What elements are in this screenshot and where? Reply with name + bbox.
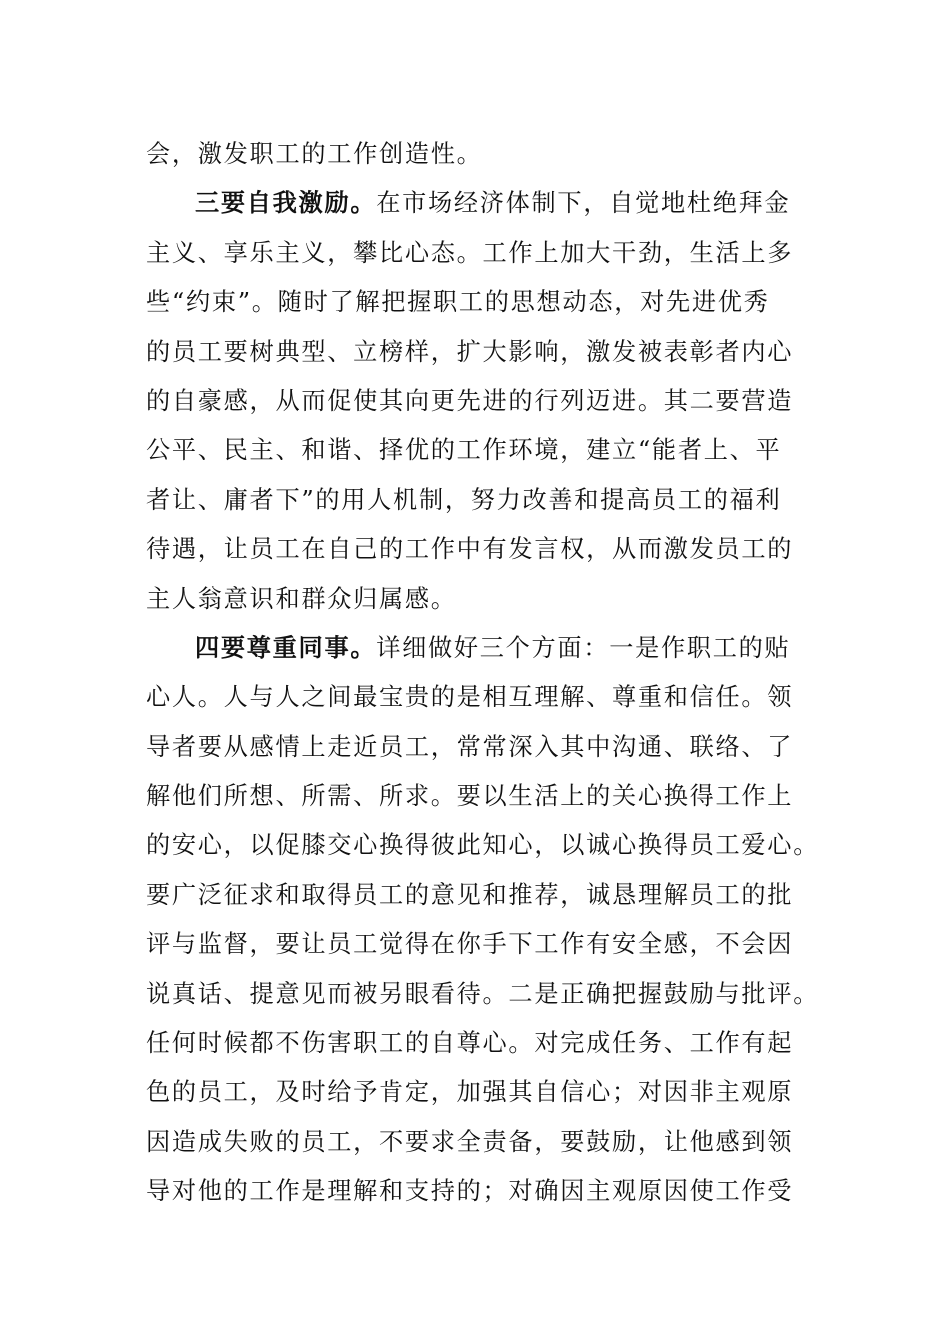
text-line: 要广泛征求和取得员工的意见和推荐，诚恳理解员工的批 (146, 880, 794, 909)
text-line: 者让、庸者下”的用人机制，努力改善和提高员工的福利 (146, 485, 782, 514)
text-line: 的自豪感，从而促使其向更先进的行列迈进。其二要营造 (146, 386, 794, 415)
text-line: 些“约束”。随时了解把握职工的思想动态，对先进优秀 (146, 288, 770, 317)
text-line: 解他们所想、所需、所求。要以生活上的关心换得工作上 (146, 782, 794, 811)
text-line: 导对他的工作是理解和支持的；对确因主观原因使工作受 (146, 1177, 794, 1206)
text-line-content: 在市场经济体制下，自觉地杜绝拜金 (376, 189, 791, 218)
text-line: 任何时候都不伤害职工的自尊心。对完成任务、工作有起 (146, 1029, 794, 1058)
text-line: 导者要从感情上走近员工，常常深入其中沟通、联络、了 (146, 732, 794, 761)
section-heading-3: 三要自我激励。 (195, 189, 377, 218)
text-line: 公平、民主、和谐、择优的工作环境，建立“能者上、平 (146, 436, 782, 465)
text-line: 说真话、提意见而被另眼看待。二是正确把握鼓励与批评。 (146, 979, 820, 1008)
text-line: 评与监督，要让员工觉得在你手下工作有安全感，不会因 (146, 930, 794, 959)
text-line (146, 624, 806, 673)
text-line: 的员工要树典型、立榜样，扩大影响，激发被表彰者内心 (146, 337, 794, 366)
section-heading-4: 四要尊重同事。 (195, 633, 377, 662)
text-line: 的安心，以促膝交心换得彼此知心，以诚心换得员工爱心。 (146, 831, 820, 860)
text-line (146, 179, 806, 228)
text-line: 色的员工，及时给予肯定，加强其自信心；对因非主观原 (146, 1078, 794, 1107)
body-text (146, 130, 820, 1217)
text-line: 因造成失败的员工，不要求全责备，要鼓励，让他感到领 (146, 1127, 794, 1156)
text-line: 主义、享乐主义，攀比心态。工作上加大干劲，生活上多 (146, 238, 794, 267)
text-line: 待遇，让员工在自己的工作中有发言权，从而激发员工的 (146, 535, 794, 564)
text-line: 会，激发职工的工作创造性。 (146, 140, 483, 168)
text-line: 主人翁意识和群众归属感。 (146, 584, 457, 613)
text-line: 心人。人与人之间最宝贵的是相互理解、尊重和信任。领 (146, 683, 794, 712)
text-line-content: 详细做好三个方面：一是作职工的贴 (376, 633, 791, 662)
